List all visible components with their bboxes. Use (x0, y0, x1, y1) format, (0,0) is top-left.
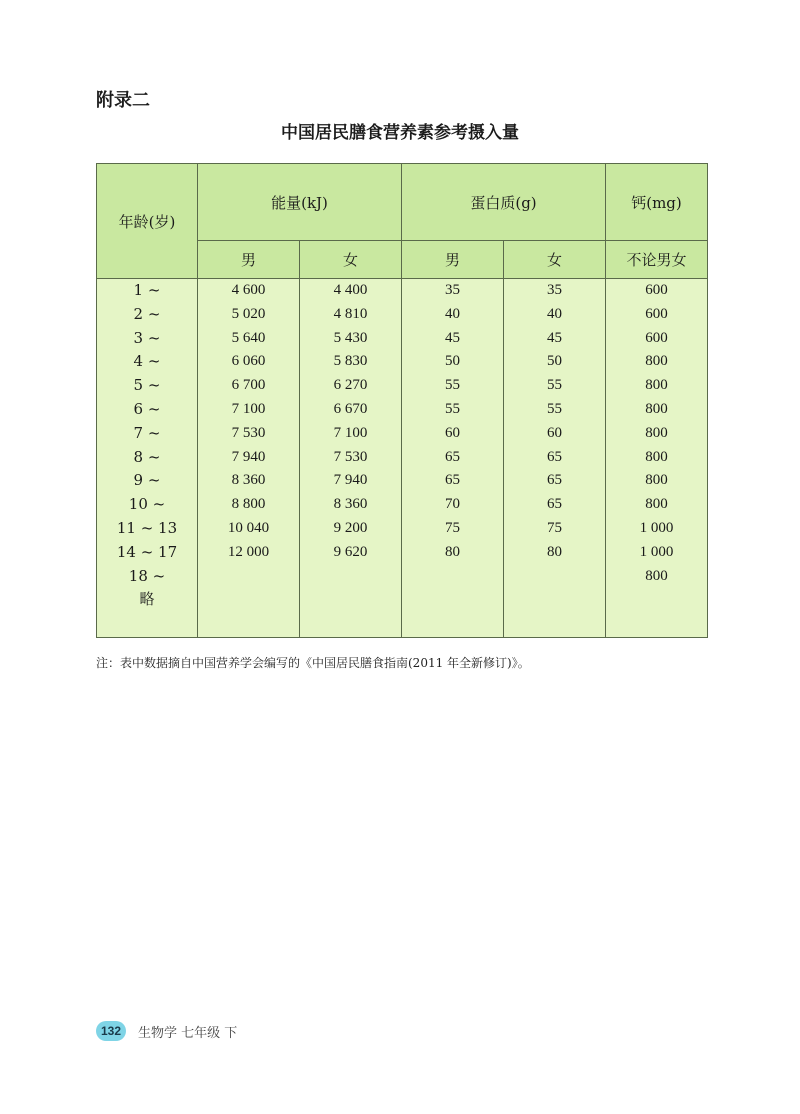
table-cell: 75 (445, 519, 460, 536)
table-cell: 1 ~ (133, 281, 161, 299)
table-cell: 2 ~ (133, 304, 161, 323)
table-cell: 1 000 (639, 519, 674, 536)
table-cell: 800 (645, 424, 668, 441)
nutrient-intake-table (96, 163, 708, 638)
table-cell: 80 (547, 543, 562, 560)
table-cell: 8 360 (231, 472, 266, 489)
table-cell: 6 060 (231, 353, 266, 370)
header-protein: 蛋白质(g) (402, 164, 606, 241)
column-energy-male (198, 279, 300, 638)
column-energy-female (300, 279, 402, 638)
column-calcium (606, 279, 708, 638)
table-cell: 4 810 (333, 305, 368, 322)
page-footer (96, 1020, 237, 1042)
table-cell (300, 565, 401, 589)
table-cell: 35 (547, 282, 562, 298)
table-cell: 600 (645, 305, 668, 322)
table-cell: 4 400 (333, 282, 368, 298)
table-cell: 5 020 (231, 305, 266, 322)
table-cell: 7 530 (333, 448, 368, 465)
table-cell: 4 ~ (133, 352, 161, 371)
table-cell: 11 ~ 13 (116, 518, 178, 537)
table-cell: 略 (139, 590, 155, 609)
table-cell: 65 (547, 448, 562, 465)
table-cell: 7 100 (231, 400, 266, 417)
table-cell: 6 270 (333, 377, 368, 394)
table-cell: 8 800 (231, 496, 266, 513)
table-cell: 65 (547, 496, 562, 513)
header-protein-male: 男 (402, 241, 504, 279)
table-cell: 14 ~ 17 (116, 542, 178, 561)
table-cell: 9 ~ (133, 471, 161, 490)
table-cell: 800 (645, 567, 668, 584)
table-cell: 55 (547, 377, 562, 394)
header-protein-female: 女 (504, 241, 606, 279)
table-cell: 800 (645, 472, 668, 489)
table-cell: 65 (547, 472, 562, 489)
table-cell: 800 (645, 496, 668, 513)
table-cell: 65 (445, 448, 460, 465)
table-cell (504, 588, 605, 612)
table-cell: 8 360 (333, 496, 368, 513)
header-calcium: 钙(mg) (606, 164, 708, 241)
table-cell: 9 200 (333, 519, 368, 536)
table-cell (504, 565, 605, 589)
header-energy-female: 女 (300, 241, 402, 279)
table-cell: 5 430 (333, 329, 368, 346)
table-cell: 10 ~ (128, 495, 166, 514)
table-cell: 40 (445, 305, 460, 322)
table-cell: 7 100 (333, 424, 368, 441)
table-cell: 600 (645, 282, 668, 298)
book-title: 生物学 七年级 下 (138, 1025, 238, 1041)
column-age (97, 279, 198, 638)
table-cell (300, 588, 401, 612)
table-cell (402, 588, 503, 612)
table-cell: 12 000 (227, 543, 270, 560)
table-cell (198, 565, 299, 589)
table-cell: 600 (645, 329, 668, 346)
header-age: 年龄(岁) (97, 164, 198, 279)
table-cell: 6 700 (231, 377, 266, 394)
table-title: 中国居民膳食营养素参考摄入量 (281, 123, 519, 143)
table-cell: 7 530 (231, 424, 266, 441)
table-cell: 3 ~ (133, 328, 161, 347)
table-cell: 6 670 (333, 400, 368, 417)
table-cell: 35 (445, 282, 460, 298)
table-cell: 9 620 (333, 543, 368, 560)
table-cell: 10 040 (227, 519, 270, 536)
table-cell (198, 588, 299, 612)
header-energy: 能量(kJ) (198, 164, 402, 241)
table-cell: 50 (547, 353, 562, 370)
column-protein-male (402, 279, 504, 638)
table-cell: 800 (645, 353, 668, 370)
table-cell (402, 565, 503, 589)
page-number: 132 (96, 1021, 126, 1041)
header-calcium-both: 不论男女 (606, 241, 708, 279)
table-cell: 5 830 (333, 353, 368, 370)
table-cell: 60 (547, 424, 562, 441)
table-cell: 60 (445, 424, 460, 441)
table-cell: 1 000 (639, 543, 674, 560)
table-cell: 55 (445, 377, 460, 394)
table-cell: 45 (547, 329, 562, 346)
footnote: 注：表中数据摘自中国营养学会编写的《中国居民膳食指南(2011 年全新修订)》。 (96, 656, 530, 670)
column-protein-female (504, 279, 606, 638)
table-cell: 65 (445, 472, 460, 489)
table-cell: 50 (445, 353, 460, 370)
table-cell: 7 940 (333, 472, 368, 489)
table-cell: 5 640 (231, 329, 266, 346)
table-cell: 70 (445, 496, 460, 513)
table-body-row (97, 279, 708, 638)
table-cell: 7 940 (231, 448, 266, 465)
table-cell: 45 (445, 329, 460, 346)
header-energy-male: 男 (198, 241, 300, 279)
table-cell: 55 (547, 400, 562, 417)
table-cell: 75 (547, 519, 562, 536)
table-cell: 7 ~ (133, 423, 161, 442)
table-cell: 6 ~ (133, 399, 161, 418)
table-cell: 18 ~ (128, 566, 166, 585)
table-cell: 40 (547, 305, 562, 322)
table-cell: 5 ~ (133, 376, 161, 395)
appendix-label: 附录二 (96, 90, 150, 111)
table-cell: 800 (645, 400, 668, 417)
table-cell (606, 588, 707, 612)
table-cell: 55 (445, 400, 460, 417)
table-cell: 4 600 (231, 282, 266, 298)
table-cell: 800 (645, 448, 668, 465)
table-cell: 80 (445, 543, 460, 560)
table-cell: 8 ~ (133, 447, 161, 466)
table-cell: 800 (645, 377, 668, 394)
